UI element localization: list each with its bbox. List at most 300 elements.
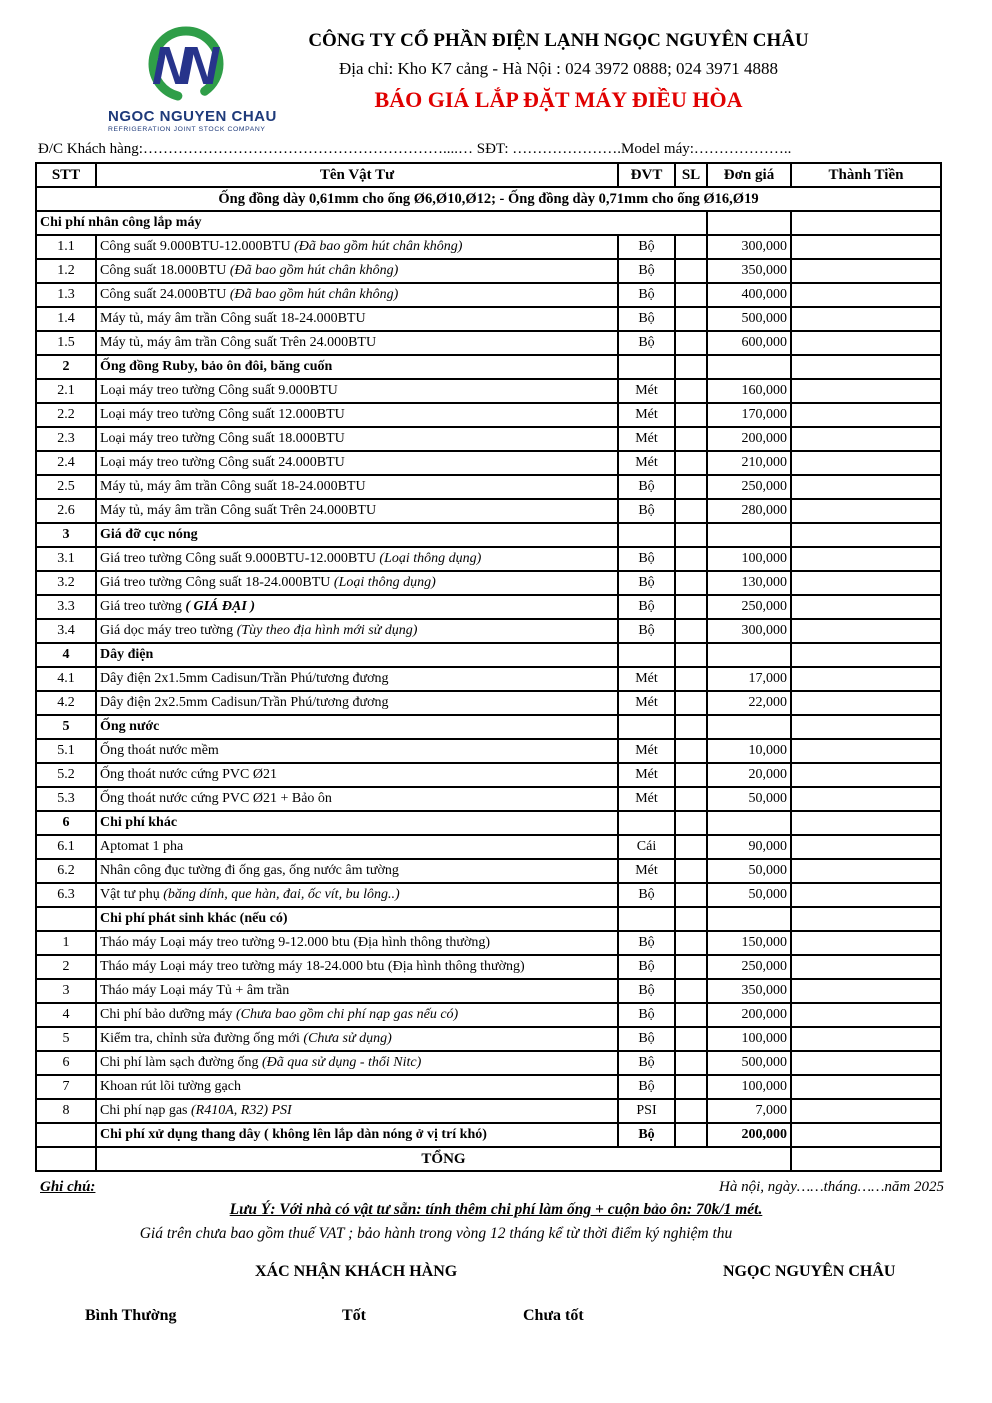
cell-item-name: Giá dọc máy treo tường (Tùy theo địa hình mới sử dụng) (96, 619, 618, 643)
item-note: (băng dính, que hàn, đai, ốc vít, bu lông..) (163, 887, 400, 903)
table-row (36, 547, 941, 571)
col-header-stt: STT (36, 163, 96, 187)
grand-total-value (791, 1147, 941, 1171)
price-table (35, 162, 942, 1172)
cell-unit: Bộ (618, 1075, 675, 1099)
table-row (36, 259, 941, 283)
cell-line-total (791, 907, 941, 931)
cell-line-total (791, 883, 941, 907)
cell-unit: Bộ (618, 499, 675, 523)
cell-item-name: Chi phí nạp gas (R410A, R32) PSI (96, 1099, 618, 1123)
table-row (36, 283, 941, 307)
cell-qty (675, 379, 707, 403)
col-header-sl: SL (675, 163, 707, 187)
footer-note-line (40, 1179, 944, 1196)
cell-qty (675, 307, 707, 331)
cell-unit-price: 250,000 (707, 595, 791, 619)
cell-unit-price: 300,000 (707, 619, 791, 643)
cell-stt: 5 (36, 715, 96, 739)
cell-stt (36, 1123, 96, 1147)
cell-unit: Bộ (618, 619, 675, 643)
cell-item-name: Máy tủ, máy âm trần Công suất 18-24.000BTU (96, 475, 618, 499)
svg-text:N: N (179, 36, 219, 96)
cell-unit-price: 100,000 (707, 1027, 791, 1051)
cell-unit: Bộ (618, 595, 675, 619)
cell-unit: Mét (618, 403, 675, 427)
table-row (36, 235, 941, 259)
cell-item-name: Dây điện 2x1.5mm Cadisun/Trần Phú/tương đương (96, 667, 618, 691)
cell-stt: 5.1 (36, 739, 96, 763)
cell-unit-price: 200,000 (707, 1003, 791, 1027)
table-row (36, 667, 941, 691)
section-title: Chi phí nhân công lắp máy (36, 211, 707, 235)
cell-unit-price: 130,000 (707, 571, 791, 595)
phone-field: SĐT: …………………. (472, 141, 621, 157)
sign-customer-label: XÁC NHẬN KHÁCH HÀNG (255, 1263, 458, 1280)
cell-unit-price: 90,000 (707, 835, 791, 859)
cell-qty (675, 1099, 707, 1123)
cell-stt: 3.1 (36, 547, 96, 571)
grand-total-label: TỔNG (96, 1147, 791, 1171)
cell-unit-price (707, 211, 791, 235)
cell-stt: 5.2 (36, 763, 96, 787)
table-row (36, 979, 941, 1003)
cell-item-name: Giá treo tường ( GIÁ ĐẠI ) (96, 595, 618, 619)
cell-qty (675, 979, 707, 1003)
cell-qty (675, 1075, 707, 1099)
cell-stt: 5 (36, 1027, 96, 1051)
cell-unit-price: 500,000 (707, 1051, 791, 1075)
cell-qty (675, 715, 707, 739)
company-address: Địa chỉ: Kho K7 cảng - Hà Nội : 024 3972 0888; 024 3971 4888 (338, 59, 779, 78)
cell-stt: 2 (36, 955, 96, 979)
table-row (36, 715, 941, 739)
table-row (36, 427, 941, 451)
cell-qty (675, 691, 707, 715)
table-row (36, 883, 941, 907)
cell-item-name: Công suất 18.000BTU (Đã bao gồm hút chân không) (96, 259, 618, 283)
cell-unit: Bộ (618, 1051, 675, 1075)
cell-unit: Mét (618, 379, 675, 403)
table-row (36, 1051, 941, 1075)
cell-unit-price: 50,000 (707, 787, 791, 811)
cell-qty (675, 1027, 707, 1051)
cell-unit (618, 523, 675, 547)
cell-unit: Bộ (618, 259, 675, 283)
cell-qty (675, 355, 707, 379)
cell-line-total (791, 571, 941, 595)
table-row (36, 355, 941, 379)
table-row (36, 955, 941, 979)
cell-unit-price: 100,000 (707, 1075, 791, 1099)
cell-unit-price: 100,000 (707, 547, 791, 571)
cell-line-total (791, 403, 941, 427)
cell-item-name: Chi phí xử dụng thang dây ( không lên lắp dàn nóng ở vị trí khó) (96, 1123, 618, 1147)
cell-line-total (791, 451, 941, 475)
table-row (36, 1027, 941, 1051)
pipe-spec-note: Ống đồng dày 0,61mm cho ống Ø6,Ø10,Ø12; - Ống đồng dày 0,71mm cho ống Ø16,Ø19 (36, 187, 941, 211)
section-title: Dây điện (96, 643, 618, 667)
cell-line-total (791, 1075, 941, 1099)
table-row (36, 1003, 941, 1027)
document-title: BÁO GIÁ LẮP ĐẶT MÁY ĐIỀU HÒA (374, 87, 743, 112)
cell-item-name: Tháo máy Loại máy treo tường máy 18-24.000 btu (Địa hình thông thường) (96, 955, 618, 979)
cell-unit-price (707, 355, 791, 379)
customer-info-line (38, 141, 948, 158)
cell-item-name: Loại máy treo tường Công suất 24.000BTU (96, 451, 618, 475)
section-title: Giá đỡ cục nóng (96, 523, 618, 547)
cell-stt: 1.3 (36, 283, 96, 307)
table-row (36, 451, 941, 475)
cell-stt: 7 (36, 1075, 96, 1099)
cell-line-total (791, 1051, 941, 1075)
cell-line-total (791, 547, 941, 571)
cell-stt: 2.3 (36, 427, 96, 451)
table-row (36, 595, 941, 619)
cell-line-total (791, 307, 941, 331)
cell-qty (675, 475, 707, 499)
cell-qty (675, 1123, 707, 1147)
cell-stt: 1.5 (36, 331, 96, 355)
cell-stt: 3.4 (36, 619, 96, 643)
cell-item-name: Dây điện 2x2.5mm Cadisun/Trần Phú/tương đương (96, 691, 618, 715)
table-row (36, 691, 941, 715)
cell-unit: Mét (618, 427, 675, 451)
cell-line-total (791, 1003, 941, 1027)
cell-stt: 3 (36, 523, 96, 547)
company-logo (108, 24, 277, 133)
cell-unit-price (707, 907, 791, 931)
cell-item-name: Tháo máy Loại máy treo tường 9-12.000 btu (Địa hình thông thường) (96, 931, 618, 955)
table-row (36, 499, 941, 523)
cell-qty (675, 403, 707, 427)
cell-unit-price: 150,000 (707, 931, 791, 955)
cell-item-name: Công suất 9.000BTU-12.000BTU (Đã bao gồm hút chân không) (96, 235, 618, 259)
cell-qty (675, 667, 707, 691)
table-row (36, 1099, 941, 1123)
cell-unit: Mét (618, 667, 675, 691)
cell-unit-price: 10,000 (707, 739, 791, 763)
cell-qty (675, 763, 707, 787)
cell-stt: 2.4 (36, 451, 96, 475)
cell-item-name: Vật tư phụ (băng dính, que hàn, đai, ốc vít, bu lông..) (96, 883, 618, 907)
cell-qty (675, 331, 707, 355)
cell-unit (618, 715, 675, 739)
cell-item-name: Công suất 24.000BTU (Đã bao gồm hút chân không) (96, 283, 618, 307)
cell-stt: 4 (36, 643, 96, 667)
item-note: (Loại thông dụng) (333, 575, 436, 591)
item-note: ( GIÁ ĐẠI ) (185, 599, 255, 615)
table-row (36, 811, 941, 835)
cell-unit-price: 50,000 (707, 883, 791, 907)
cell-stt: 5.3 (36, 787, 96, 811)
logo-company-name: NGOC NGUYEN CHAU (108, 108, 277, 125)
cell-unit: Bộ (618, 1027, 675, 1051)
cell-unit-price: 400,000 (707, 283, 791, 307)
rating-tot: Tốt (342, 1307, 366, 1324)
cell-line-total (791, 427, 941, 451)
cell-line-total (791, 499, 941, 523)
table-row (36, 907, 941, 931)
cell-unit: Bộ (618, 1123, 675, 1147)
table-header-row (36, 163, 941, 187)
cell-unit-price (707, 643, 791, 667)
cell-unit-price: 250,000 (707, 475, 791, 499)
table-row (36, 931, 941, 955)
cell-unit (618, 643, 675, 667)
cell-item-name: Ống thoát nước cứng PVC Ø21 + Bảo ôn (96, 787, 618, 811)
cell-unit: Bộ (618, 1003, 675, 1027)
cell-unit-price: 210,000 (707, 451, 791, 475)
cell-item-name: Máy tủ, máy âm trần Công suất Trên 24.000BTU (96, 331, 618, 355)
cell-line-total (791, 835, 941, 859)
date-line: Hà nội, ngày……tháng……năm 2025 (718, 1179, 944, 1195)
item-note: (Đã bao gồm hút chân không) (294, 239, 463, 255)
cell-line-total (791, 235, 941, 259)
logo-company-subtitle: REFRIGERATION JOINT STOCK COMPANY (108, 126, 266, 133)
cell-stt: 6.1 (36, 835, 96, 859)
col-header-name: Tên Vật Tư (96, 163, 618, 187)
item-note: (Tùy theo địa hình mới sử dụng) (236, 623, 418, 639)
cell-stt: 1.4 (36, 307, 96, 331)
cell-unit-price: 7,000 (707, 1099, 791, 1123)
cell-unit-price: 17,000 (707, 667, 791, 691)
cell-unit-price (707, 811, 791, 835)
cell-stt: 3.3 (36, 595, 96, 619)
cell-unit: Mét (618, 739, 675, 763)
svg-text:N: N (151, 36, 191, 96)
cell-stt: 1.2 (36, 259, 96, 283)
cell-item-name: Loại máy treo tường Công suất 12.000BTU (96, 403, 618, 427)
item-note: (Đã bao gồm hút chân không) (229, 263, 399, 279)
table-row (36, 787, 941, 811)
cell-stt: 2.1 (36, 379, 96, 403)
cell-unit-price: 250,000 (707, 955, 791, 979)
table-row (36, 307, 941, 331)
cell-line-total (791, 379, 941, 403)
cell-item-name: Ống thoát nước mềm (96, 739, 618, 763)
cell-unit-price: 300,000 (707, 235, 791, 259)
cell-line-total (791, 355, 941, 379)
cell-unit-price: 200,000 (707, 1123, 791, 1147)
cell-item-name: Nhân công đục tường đi ống gas, ống nước âm tường (96, 859, 618, 883)
cell-unit: Bộ (618, 475, 675, 499)
cell-item-name: Aptomat 1 pha (96, 835, 618, 859)
table-row (36, 1123, 941, 1147)
cell-unit (618, 811, 675, 835)
model-field: Model máy:……………….. (621, 141, 792, 157)
cell-unit-price: 22,000 (707, 691, 791, 715)
cell-unit (618, 355, 675, 379)
cell-line-total (791, 955, 941, 979)
cell-unit-price: 500,000 (707, 307, 791, 331)
cell-unit: Bộ (618, 331, 675, 355)
table-row (36, 859, 941, 883)
table-row (36, 379, 941, 403)
cell-qty (675, 955, 707, 979)
table-row (36, 523, 941, 547)
cell-qty (675, 427, 707, 451)
cell-qty (675, 787, 707, 811)
cell-line-total (791, 859, 941, 883)
cell-line-total (791, 715, 941, 739)
cell-line-total (791, 283, 941, 307)
cell-qty (675, 907, 707, 931)
table-row (36, 1147, 941, 1171)
cell-stt: 6.2 (36, 859, 96, 883)
cell-item-name: Kiểm tra, chỉnh sửa đường ống mới (Chưa sử dụng) (96, 1027, 618, 1051)
cell-unit-price (707, 715, 791, 739)
item-note: (Đã bao gồm hút chân không) (229, 287, 399, 303)
section-title: Ống đồng Ruby, bảo ôn đôi, băng cuốn (96, 355, 618, 379)
cell-qty (675, 1051, 707, 1075)
header-center (263, 24, 992, 113)
cell-stt: 6 (36, 1051, 96, 1075)
cell-line-total (791, 931, 941, 955)
cell-stt: 3.2 (36, 571, 96, 595)
item-note: (Chưa sử dụng) (303, 1031, 392, 1047)
cell-unit: PSI (618, 1099, 675, 1123)
cell-qty (675, 931, 707, 955)
table-row (36, 739, 941, 763)
ghi-chu-label: Ghi chú: (40, 1179, 96, 1195)
cell-item-name: Giá treo tường Công suất 18-24.000BTU (Loại thông dụng) (96, 571, 618, 595)
cell-qty (675, 859, 707, 883)
table-row (36, 1075, 941, 1099)
item-note: (Đã qua sử dụng - thổi Nitc) (261, 1055, 422, 1071)
cell-stt: 1 (36, 931, 96, 955)
cell-line-total (791, 1027, 941, 1051)
cell-item-name: Khoan rút lõi tường gạch (96, 1075, 618, 1099)
cell-line-total (791, 739, 941, 763)
cell-stt: 6.3 (36, 883, 96, 907)
cell-unit: Mét (618, 787, 675, 811)
cell-item-name: Tháo máy Loại máy Tủ + âm trần (96, 979, 618, 1003)
cell-stt (36, 907, 96, 931)
cell-unit: Bộ (618, 571, 675, 595)
table-row (36, 571, 941, 595)
cell-stt: 2.2 (36, 403, 96, 427)
cell-qty (675, 259, 707, 283)
cell-stt: 2.5 (36, 475, 96, 499)
rating-binh-thuong: Bình Thường (85, 1307, 177, 1324)
cell-line-total (791, 211, 941, 235)
cell-unit: Bộ (618, 307, 675, 331)
cell-line-total (791, 979, 941, 1003)
cell-qty (675, 595, 707, 619)
col-header-dongia: Đơn giá (707, 163, 791, 187)
col-header-thanhtien: Thành Tiền (791, 163, 941, 187)
col-header-dvt: ĐVT (618, 163, 675, 187)
cell-stt: 2.6 (36, 499, 96, 523)
cell-unit-price: 170,000 (707, 403, 791, 427)
cell-item-name: Chi phí bảo dưỡng máy (Chưa bao gồm chi phí nạp gas nếu có) (96, 1003, 618, 1027)
cell-line-total (791, 331, 941, 355)
sign-company-label: NGỌC NGUYÊN CHÂU (723, 1263, 896, 1280)
section-title: Chi phí khác (96, 811, 618, 835)
cell-line-total (791, 787, 941, 811)
cell-qty (675, 235, 707, 259)
table-row (36, 619, 941, 643)
cell-line-total (791, 667, 941, 691)
cell-unit: Mét (618, 451, 675, 475)
table-row (36, 331, 941, 355)
cell-line-total (791, 691, 941, 715)
cell-stt: 6 (36, 811, 96, 835)
rating-row (0, 1307, 992, 1329)
cell-unit: Bộ (618, 883, 675, 907)
table-row (36, 211, 941, 235)
cell-stt: 3 (36, 979, 96, 1003)
cell-item-name: Giá treo tường Công suất 9.000BTU-12.000BTU (Loại thông dụng) (96, 547, 618, 571)
document-header (0, 0, 992, 133)
cell-stt: 4.2 (36, 691, 96, 715)
cell-qty (675, 1003, 707, 1027)
cell-line-total (791, 763, 941, 787)
cell-qty (675, 499, 707, 523)
cell-unit-price: 20,000 (707, 763, 791, 787)
cell-item-name: Loại máy treo tường Công suất 9.000BTU (96, 379, 618, 403)
cell-item-name: Chi phí làm sạch đường ống (Đã qua sử dụng - thổi Nitc) (96, 1051, 618, 1075)
cell-qty (675, 283, 707, 307)
table-row (36, 835, 941, 859)
cell-unit-price: 350,000 (707, 259, 791, 283)
rating-chua-tot: Chưa tốt (523, 1307, 584, 1324)
cell-qty (675, 643, 707, 667)
item-note: (Loại thông dụng) (379, 551, 482, 567)
section-title: Chi phí phát sinh khác (nếu có) (96, 907, 618, 931)
table-row (36, 475, 941, 499)
cell-unit: Cái (618, 835, 675, 859)
cell-unit: Bộ (618, 955, 675, 979)
cell-stt: 8 (36, 1099, 96, 1123)
luu-y-note: Lưu Ý: Với nhà có vật tư sẵn: tính thêm chi phí làm ống + cuộn bảo ôn: 70k/1 mét. (229, 1201, 763, 1218)
cell-unit-price: 280,000 (707, 499, 791, 523)
table-row (36, 643, 941, 667)
cell-unit-price: 600,000 (707, 331, 791, 355)
cell-unit: Bộ (618, 235, 675, 259)
table-row (36, 187, 941, 211)
cell-unit-price: 350,000 (707, 979, 791, 1003)
cell-line-total (791, 643, 941, 667)
cell-stt: 2 (36, 355, 96, 379)
logo-icon (134, 24, 238, 106)
cell-stt: 4.1 (36, 667, 96, 691)
cell-line-total (791, 595, 941, 619)
signature-row (0, 1263, 992, 1285)
cell-qty (675, 835, 707, 859)
cell-item-name: Ống thoát nước cứng PVC Ø21 (96, 763, 618, 787)
table-row (36, 763, 941, 787)
customer-name-field: Đ/C Khách hàng:……………………………………………………....… (38, 141, 473, 157)
cell-line-total (791, 259, 941, 283)
cell-line-total (791, 811, 941, 835)
section-title: Ống nước (96, 715, 618, 739)
cell-line-total (791, 1123, 941, 1147)
cell-unit-price: 160,000 (707, 379, 791, 403)
vat-warranty-note: Giá trên chưa bao gồm thuế VAT ; bảo hành trong vòng 12 tháng kể từ thời điểm ký nghiệm thu (139, 1225, 733, 1242)
cell-stt (36, 1147, 96, 1171)
cell-unit: Bộ (618, 283, 675, 307)
cell-unit: Mét (618, 691, 675, 715)
cell-qty (675, 571, 707, 595)
cell-qty (675, 739, 707, 763)
cell-unit: Bộ (618, 931, 675, 955)
cell-qty (675, 619, 707, 643)
cell-item-name: Máy tủ, máy âm trần Công suất Trên 24.000BTU (96, 499, 618, 523)
item-note: (Chưa bao gồm chi phí nạp gas nếu có) (235, 1007, 459, 1023)
cell-qty (675, 451, 707, 475)
